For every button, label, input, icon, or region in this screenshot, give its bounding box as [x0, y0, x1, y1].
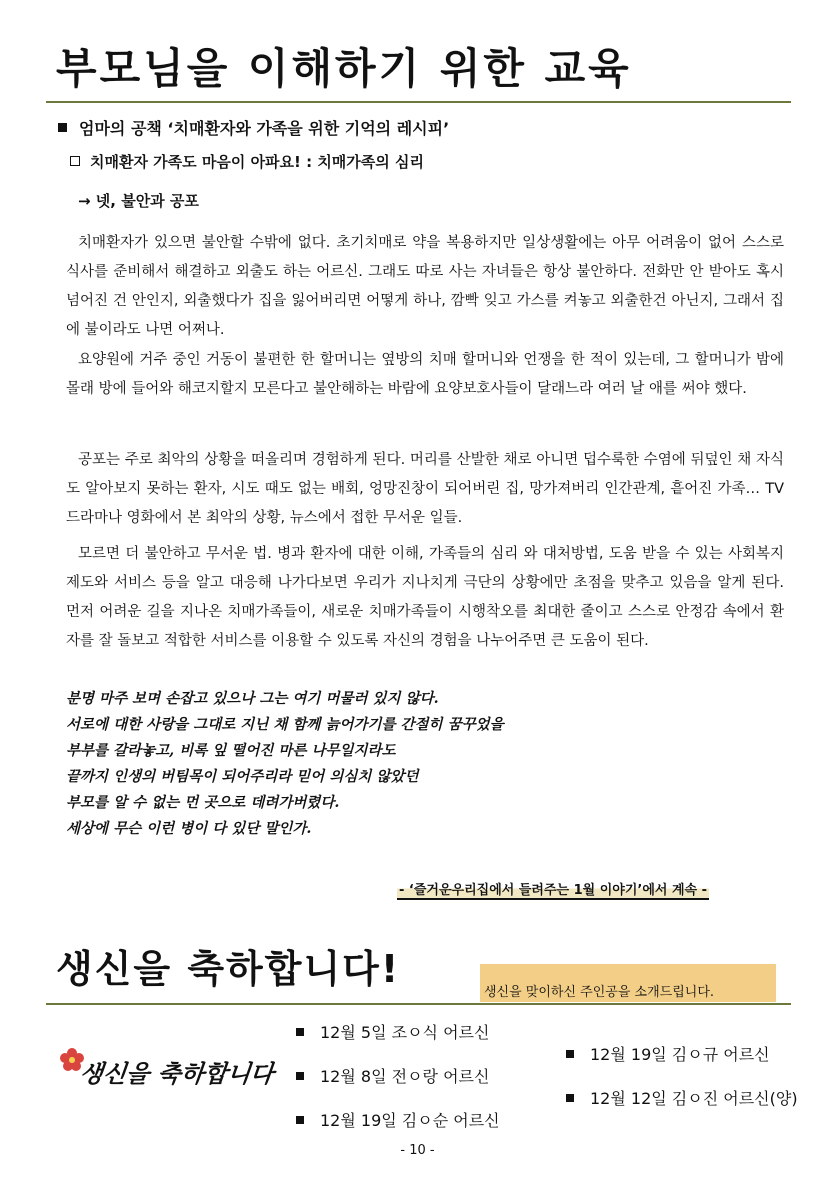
paragraph-3: 공포는 주로 최악의 상황을 떠올리며 경험하게 된다. 머리를 산발한 채로 아니면 덥수룩한 수염에 뒤덮인 채 자식도 알아보지 못하는 환자, 시도 때도 없는 배회, 엉망진창이 되어버린 집, 망가져버리 인간관계, 흩어진 가족… TV 드라마나 영화에서 본 최악의 상황, 뉴스에서 접한 무서운 일들. [66, 452, 784, 526]
source-note: - ‘즐거운우리집에서 들려주는 1월 이야기’에서 계속 - [397, 879, 709, 900]
poem-line: 분명 마주 보며 손잡고 있으나 그는 여기 머물러 있지 않다. [66, 690, 439, 707]
page-number: - 10 - [400, 1143, 435, 1158]
birthday-divider [46, 1003, 791, 1005]
section-subheading: 치매환자 가족도 마음이 아파요! : 치매가족의 심리 [70, 151, 424, 172]
square-bullet-icon [296, 1028, 304, 1036]
box-bullet-icon [70, 156, 80, 166]
poem-line: 서로에 대한 사랑을 그대로 지닌 채 함께 늙어가기를 간절히 꿈꾸었을 [66, 716, 504, 733]
poem-line: 부모를 알 수 없는 먼 곳으로 데려가버렸다. [66, 794, 340, 811]
section-topic: → 넷, 불안과 공포 [78, 192, 199, 210]
square-bullet-icon [296, 1116, 304, 1124]
list-item: 12월 5일 조ㅇ식 어르신 [296, 1020, 489, 1043]
list-item: 12월 19일 김ㅇ규 어르신 [566, 1042, 770, 1065]
birthday-title: 생신을 축하합니다! [56, 947, 401, 991]
square-bullet-icon [58, 123, 67, 132]
list-item: 12월 8일 전ㅇ랑 어르신 [296, 1064, 489, 1087]
list-item: 12월 12일 김ㅇ진 어르신(양) [566, 1086, 798, 1109]
birthday-logo-text: 생신을 축하합니다 [78, 1059, 276, 1088]
square-bullet-icon [296, 1072, 304, 1080]
poem-line: 부부를 갈라놓고, 비록 잎 떨어진 마른 나무일지라도 [66, 742, 396, 759]
list-item: 12월 19일 김ㅇ순 어르신 [296, 1108, 500, 1131]
square-bullet-icon [566, 1094, 574, 1102]
paragraph-4: 모르면 더 불안하고 무서운 법. 병과 환자에 대한 이해, 가족들의 심리 와 대처방법, 도움 받을 수 있는 사회복지제도와 서비스 등을 알고 대응해 나가다보면 우리가 지나치게 극단의 상황에만 초점을 맞추고 있음을 알게 된다. 먼저 어려운 길을 지나온 치매가족들이, 새로운 치매가족들이 시행착오를 최대한 줄이고 스스로 안정감 속에서 환자를 잘 돌보고 적합한 서비스를 이용할 수 있도록 자신의 경험을 나누어주면 큰 도움이 된다. [66, 546, 784, 649]
title-divider [46, 101, 791, 103]
page-title: 부모님을 이해하기 위한 교육 [56, 44, 632, 93]
section-heading: 엄마의 공책 ‘치매환자와 가족을 위한 기억의 레시피’ [58, 116, 449, 139]
poem-line: 세상에 무슨 이런 병이 다 있단 말인가. [66, 820, 312, 837]
birthday-intro: 생신을 맞이하신 주인공을 소개드립니다. [484, 985, 715, 1000]
poem [66, 686, 666, 842]
poem-line: 끝까지 인생의 버팀목이 되어주리라 믿어 의심치 않았던 [66, 768, 419, 785]
paragraph-2: 요양원에 거주 중인 거동이 불편한 한 할머니는 옆방의 치매 할머니와 언쟁을 한 적이 있는데, 그 할머니가 밤에 몰래 방에 들어와 해코지할지 모른다고 불안해하는 바람에 요양보호사들이 달래느라 여러 날 애를 써야 했다. [66, 352, 784, 397]
paragraph-1: 치매환자가 있으면 불안할 수밖에 없다. 초기치매로 약을 복용하지만 일상생활에는 아무 어려움이 없어 스스로 식사를 준비해서 해결하고 외출도 하는 어르신. 그래도 따로 사는 자녀들은 항상 불안하다. 전화만 안 받아도 혹시 넘어진 건 안인지, 외출했다가 집을 잃어버리면 어떻게 하나, 깜빡 잊고 가스를 켜놓고 외출한건 아닌지, 그래서 집에 불이라도 나면 어쩌나. [66, 235, 784, 338]
square-bullet-icon [566, 1050, 574, 1058]
